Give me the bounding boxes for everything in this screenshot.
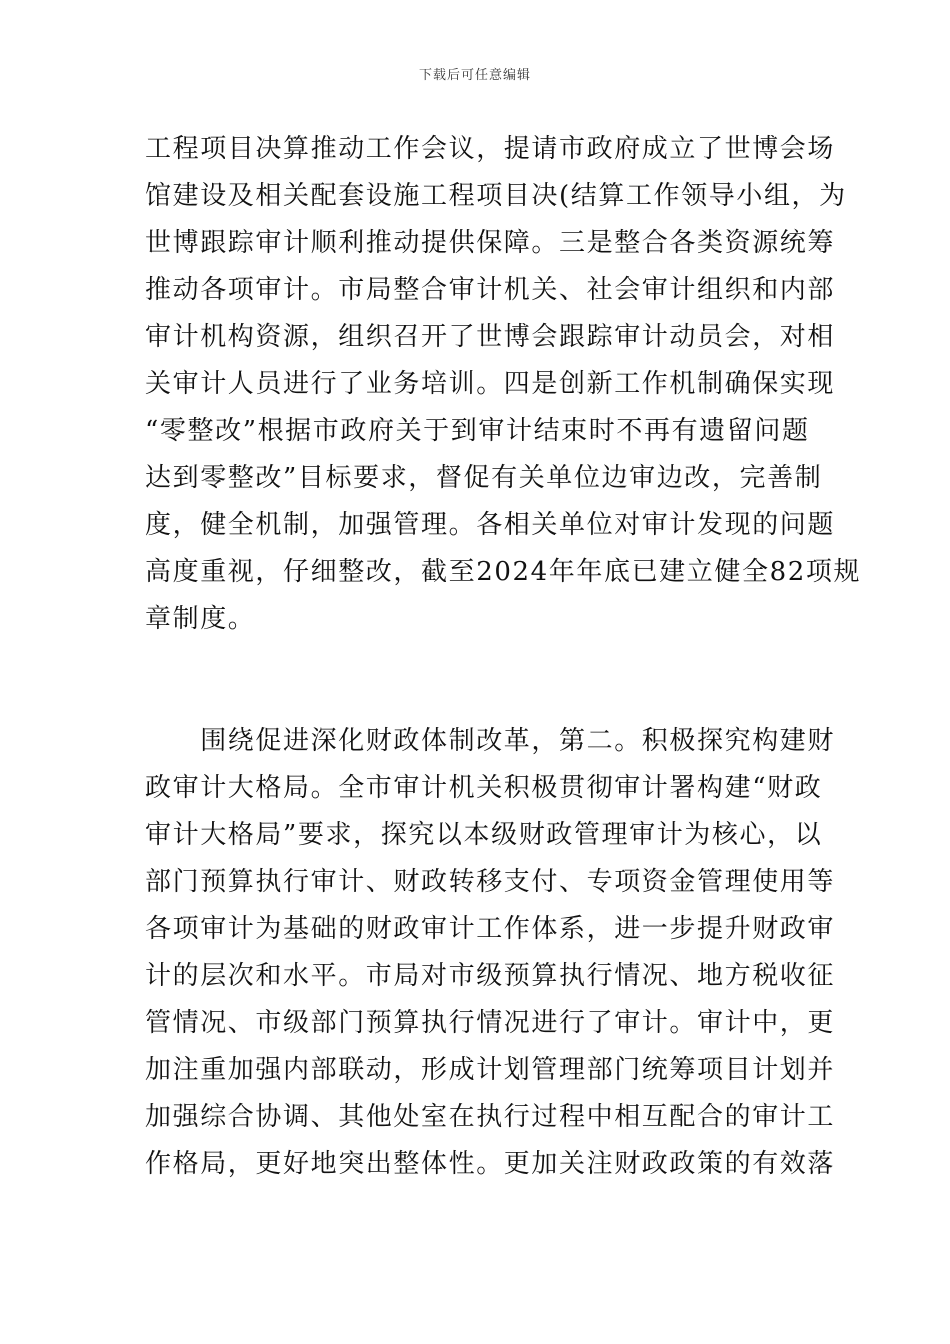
text-line: 推动各项审计。市局整合审计机关、社会审计组织和内部	[145, 275, 836, 305]
paragraph-2	[145, 718, 836, 1188]
text-line: 部门预算执行审计、财政转移支付、专项资金管理使用等	[145, 867, 836, 897]
paragraph-1	[145, 126, 862, 643]
text-line: 加强综合协调、其他处室在执行过程中相互配合的审计工	[145, 1102, 836, 1132]
text-line: 世博跟踪审计顺利推动提供保障。三是整合各类资源统筹	[145, 228, 836, 258]
text-line: 围绕促进深化财政体制改革，第二。积极探究构建财	[145, 726, 836, 756]
text-line: 加注重加强内部联动，形成计划管理部门统筹项目计划并	[145, 1055, 836, 1085]
text-line: 馆建设及相关配套设施工程项目决(结算工作领导小组，为	[145, 181, 847, 211]
text-line: 达到零整改”目标要求，督促有关单位边审边改，完善制	[145, 463, 823, 493]
text-line: 计的层次和水平。市局对市级预算执行情况、地方税收征	[145, 961, 836, 991]
text-line: 工程项目决算推动工作会议，提请市政府成立了世博会场	[145, 134, 836, 164]
text-line: 各项审计为基础的财政审计工作体系，进一步提升财政审	[145, 914, 836, 944]
text-line: 政审计大格局。全市审计机关积极贯彻审计署构建“财政	[145, 773, 823, 803]
header-note: 下载后可任意编辑	[418, 68, 531, 83]
text-line: 审计大格局”要求，探究以本级财政管理审计为核心，以	[145, 820, 823, 850]
text-line: 章制度。	[145, 604, 256, 634]
text-line: 高度重视，仔细整改，截至2024年年底已建立健全82项规	[145, 557, 862, 587]
text-line: 作格局，更好地突出整体性。更加关注财政政策的有效落	[145, 1149, 836, 1179]
text-line: 审计机构资源，组织召开了世博会跟踪审计动员会，对相	[145, 322, 836, 352]
text-line: 关审计人员进行了业务培训。四是创新工作机制确保实现	[145, 369, 836, 399]
text-line: “零整改”根据市政府关于到审计结束时不再有遗留问题	[145, 416, 810, 446]
text-line: 度，健全机制，加强管理。各相关单位对审计发现的问题	[145, 510, 836, 540]
text-line: 管情况、市级部门预算执行情况进行了审计。审计中，更	[145, 1008, 836, 1038]
